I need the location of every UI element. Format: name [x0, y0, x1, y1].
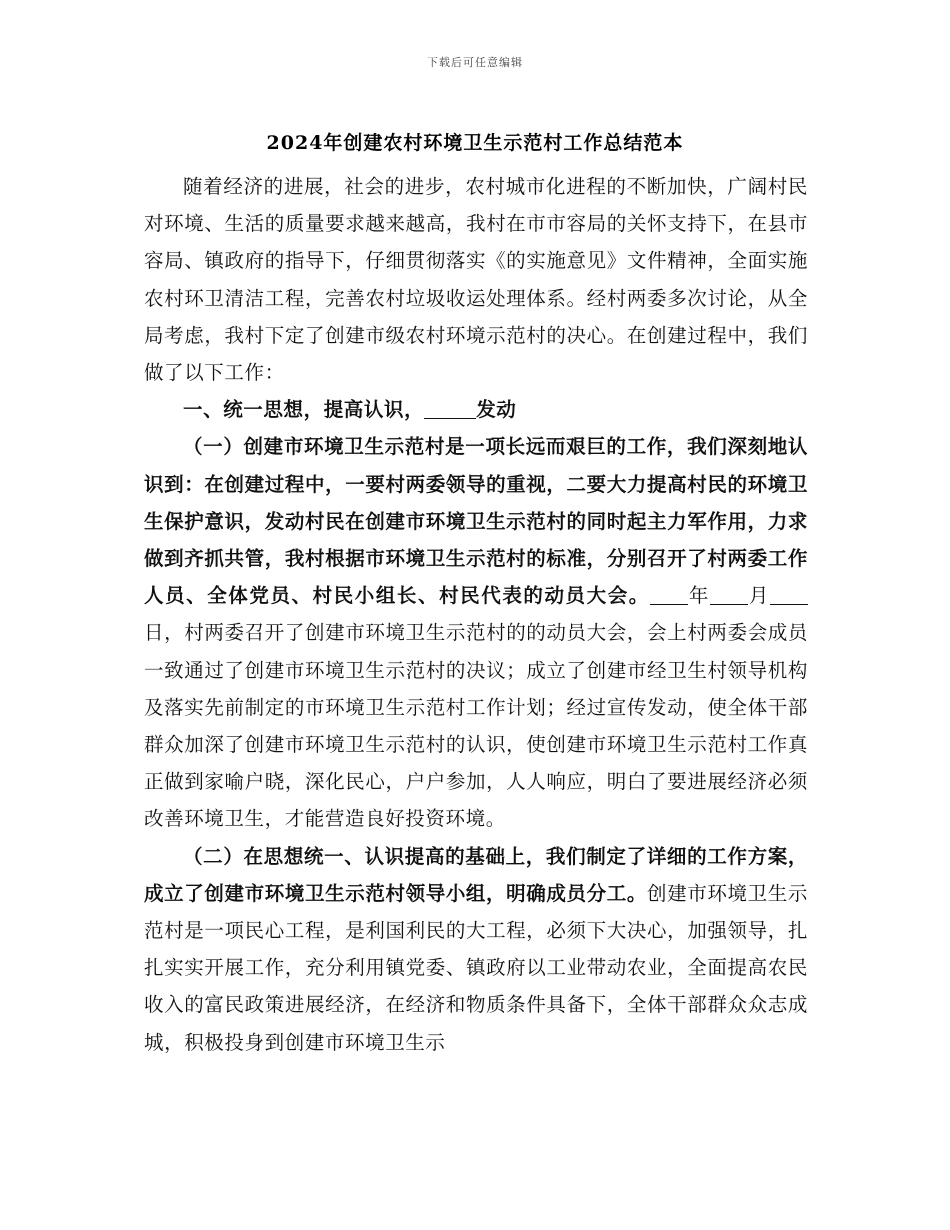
paragraph-intro: 随着经济的进展，社会的进步，农村城市化进程的不断加快，广阔村民对环境、生活的质量要求越来越高，我村在市市容局的关怀支持下，在县市容局、镇政府的指导下，仔细贯彻落实《的实施意见》文件精神，全面实施农村环卫清洁工程，完善农村垃圾收运处理体系。经村两委多次讨论，从全局考虑，我村下定了创建市级农村环境示范村的决心。在创建过程中，我们做了以下工作：: [144, 175, 808, 385]
blank-underline: [424, 398, 476, 419]
blank-month: [710, 584, 748, 605]
heading-text-end: 发动: [476, 398, 517, 422]
blank-day: [770, 584, 808, 605]
heading-text: 一、统一思想，提高认识，: [183, 398, 425, 422]
year-label: 年: [687, 584, 710, 608]
paragraph-subsection-1: [144, 428, 808, 837]
page-header: 下载后可任意编辑: [427, 56, 523, 69]
subsection-2-text: 创建市环境卫生示范村是一项民心工程，是利国利民的大工程，必须下大决心，加强领导，扎扎实实开展工作，充分利用镇党委、镇政府以工业带动农业，全面提高农民收入的富民政策进展经济，在经济和物质条件具备下，全体干部群众众志成城，积极投身到创建市环境卫生示: [144, 881, 808, 1054]
subsection-2-bold: （二）在思想统一、认识提高的基础上，我们制定了详细的工作方案，成立了创建市环境卫生示范村领导小组，明确成员分工。: [144, 844, 808, 905]
month-label: 月: [747, 584, 770, 608]
document-body: [144, 168, 808, 1061]
blank-year: [650, 584, 688, 605]
subsection-1-bold: （一）创建市环境卫生示范村是一项长远而艰巨的工作，我们深刻地认识到：在创建过程中，一要村两委领导的重视，二要大力提高村民的环境卫生保护意识，发动村民在创建市环境卫生示范村的同时起主力军作用，力求做到齐抓共管，我村根据市环境卫生示范村的标准，分别召开了村两委工作人员、全体党员、村民小组长、村民代表的动员大会。: [144, 435, 808, 608]
subsection-1-text: ，村两委召开了创建市环境卫生示范村的的动员大会，会上村两委会成员一致通过了创建市环境卫生示范村的决议；成立了创建市经卫生村领导机构及落实先前制定的市环境卫生示范村工作计划；经过宣传发动，使全体干部群众加深了创建市环境卫生示范村的认识，使创建市环境卫生示范村工作真正做到家喻户晓，深化民心，户户参加，人人响应，明白了要进展经济必须改善环境卫生，才能营造良好投资环境。: [144, 621, 808, 831]
day-label: 日: [144, 621, 165, 645]
section-heading-1: [144, 391, 808, 428]
paragraph-subsection-2: [144, 838, 808, 1061]
document-title: 2024年创建农村环境卫生示范村工作总结范本: [266, 132, 684, 154]
